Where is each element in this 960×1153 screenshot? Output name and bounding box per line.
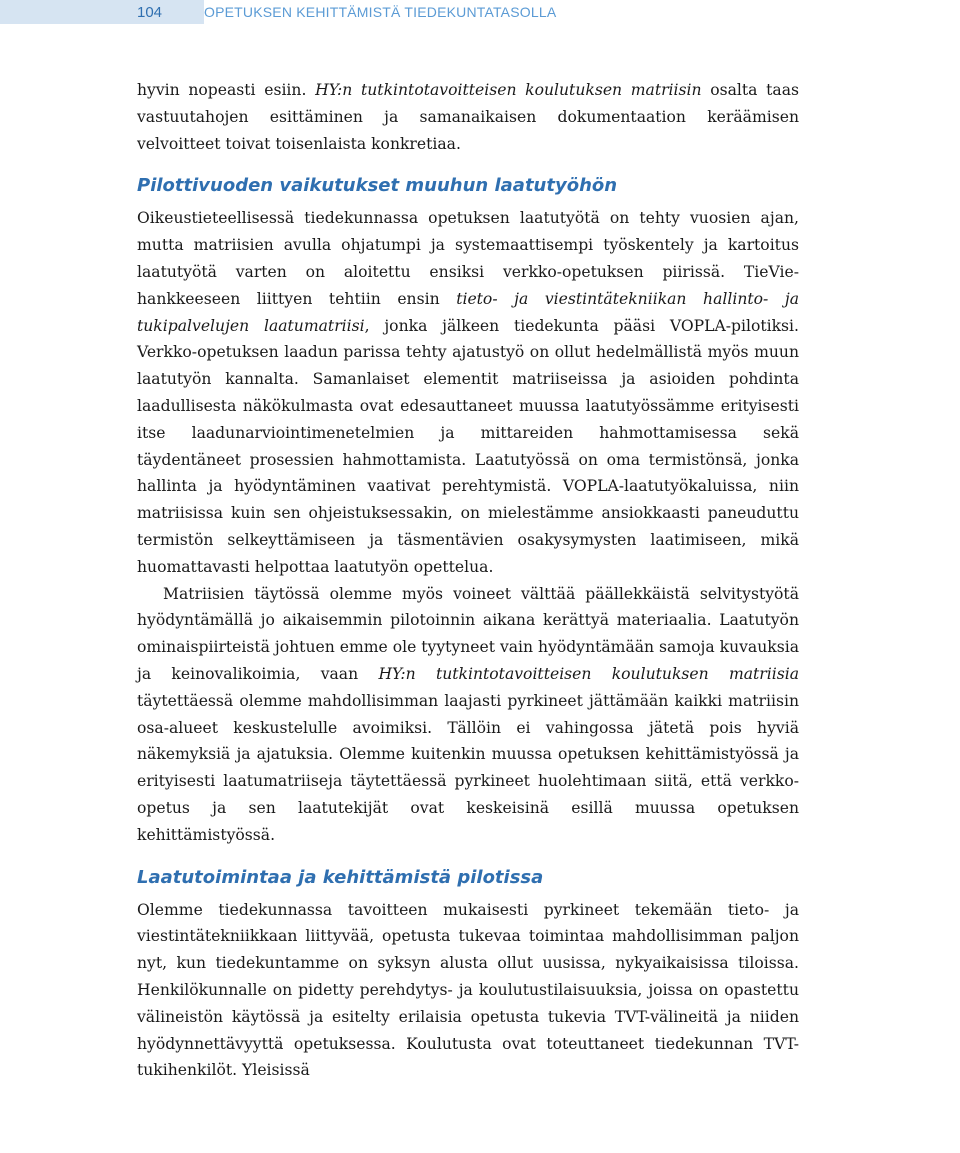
section1-p2-text-1: Matriisien täytössä olemme myös voineet välttää päällekkäistä selvitystyötä hyödyntämällä jo aikaisemmin pilotoinnin aikana kerättyä materiaalia. Laatutyön ominaispiirteistä johtuen emme ole tyytyneet vain hyödyntämään samoja kuvauksia ja keinovalikoimia, vaan [137,584,799,683]
section1-p1-text-2: , jonka jälkeen tiedekunta pääsi VOPLA-pilotiksi. Verkko-opetuksen laadun parissa tehty ajatustyö on ollut hedelmällistä myös muun laatutyön kannalta. Samanlaiset elementit matriiseissa ja asioiden pohdinta laadullisesta näkökulmasta ovat edesauttaneet muussa laatutyössämme erityisesti itse laadunarviointimenetelmien ja mittareiden hahmottamisessa sekä täydentäneet prosessien hahmottamista. Laatutyössä on oma termistönsä, jonka hallinta ja hyödyntäminen vaativat perehtymistä. VOPLA-laatutyökaluissa, niin matriisissa kuin sen ohjeistuksessakin, on mielestämme ansiokkaasti paneuduttu termistön selkeyttämiseen ja täsmentävien osakysymysten laatimiseen, mikä huomattavasti helpottaa laatutyön opettelua. [137,316,799,576]
running-head: OPETUKSEN KEHITTÄMISTÄ TIEDEKUNTATASOLLA [204,4,557,20]
section2-paragraph-1: Olemme tiedekunnassa tavoitteen mukaisesti pyrkineet tekemään tieto- ja viestintätekniikkaan liittyvää, opetusta tukevaa toimintaa mahdollisimman paljon nyt, kun tiedekuntamme on syksyn alusta ollut uusissa, nykyaikaisissa tiloissa. Henkilökunnalle on pidetty perehdytys- ja koulutustilaisuuksia, joissa on opastettu välineistön käytössä ja esitelty erilaisia opetusta tukevia TVT-välineitä ja niiden hyödynnettävyyttä opetuksessa. Koulutusta ovat toteuttaneet tiedekunnan TVT-tukihenkilöt. Yleisissä [137,900,799,1080]
section1-paragraph-1 [137,205,799,580]
section1-p2-text-2: täytettäessä olemme mahdollisimman laajasti pyrkineet jättämään kaikki matriisin osa-alueet keskustelulle avoimiksi. Tällöin ei vahingossa jätetä pois hyviä näkemyksiä ja ajatuksia. Olemme kuitenkin muussa opetuksen kehittämistyössä ja erityisesti laatumatriiseja täytettäessä pyrkineet huolehtimaan siitä, että verkko-opetus ja sen laatutekijät ovat keskeisinä esillä muussa opetuksen kehittämistyössä. [137,691,799,844]
page-number: 104 [0,0,204,24]
section1-p1-emphasis: tieto- ja viestintätekniikan hallinto- ja tukipalvelujen laatumatriisi [137,289,799,335]
section1-p2-emphasis: HY:n tutkintotavoitteisen koulutuksen matriisia [378,664,800,683]
intro-emphasis: HY:n tutkintotavoitteisen koulutuksen matriisin [315,81,702,99]
intro-paragraph [137,77,799,157]
section-heading-pilot-effects: Pilottivuoden vaikutukset muuhun laatutyöhön [137,175,618,197]
page-body [137,77,799,1084]
page-header [0,0,960,24]
section1-p1-text-1: Oikeustieteellisessä tiedekunnassa opetuksen laatutyötä on tehty vuosien ajan, mutta matriisien avulla ohjatumpi ja systemaattisempi työskentely ja kartoitus laatutyötä varten on aloitettu ensiksi verkko-opetuksen piirissä. TieVie-hankkeeseen liittyen tehtiin ensin [137,209,799,308]
intro-text-1: hyvin nopeasti esiin. [137,81,316,99]
section-heading-quality-work: Laatutoimintaa ja kehittämistä pilotissa [137,866,544,888]
section1-paragraph-2 [137,581,799,849]
intro-text-2: osalta taas vastuutahojen esittäminen ja samanaikaisen dokumentaation keräämisen velvoitteet toivat toisenlaista konkretiaa. [137,81,799,153]
